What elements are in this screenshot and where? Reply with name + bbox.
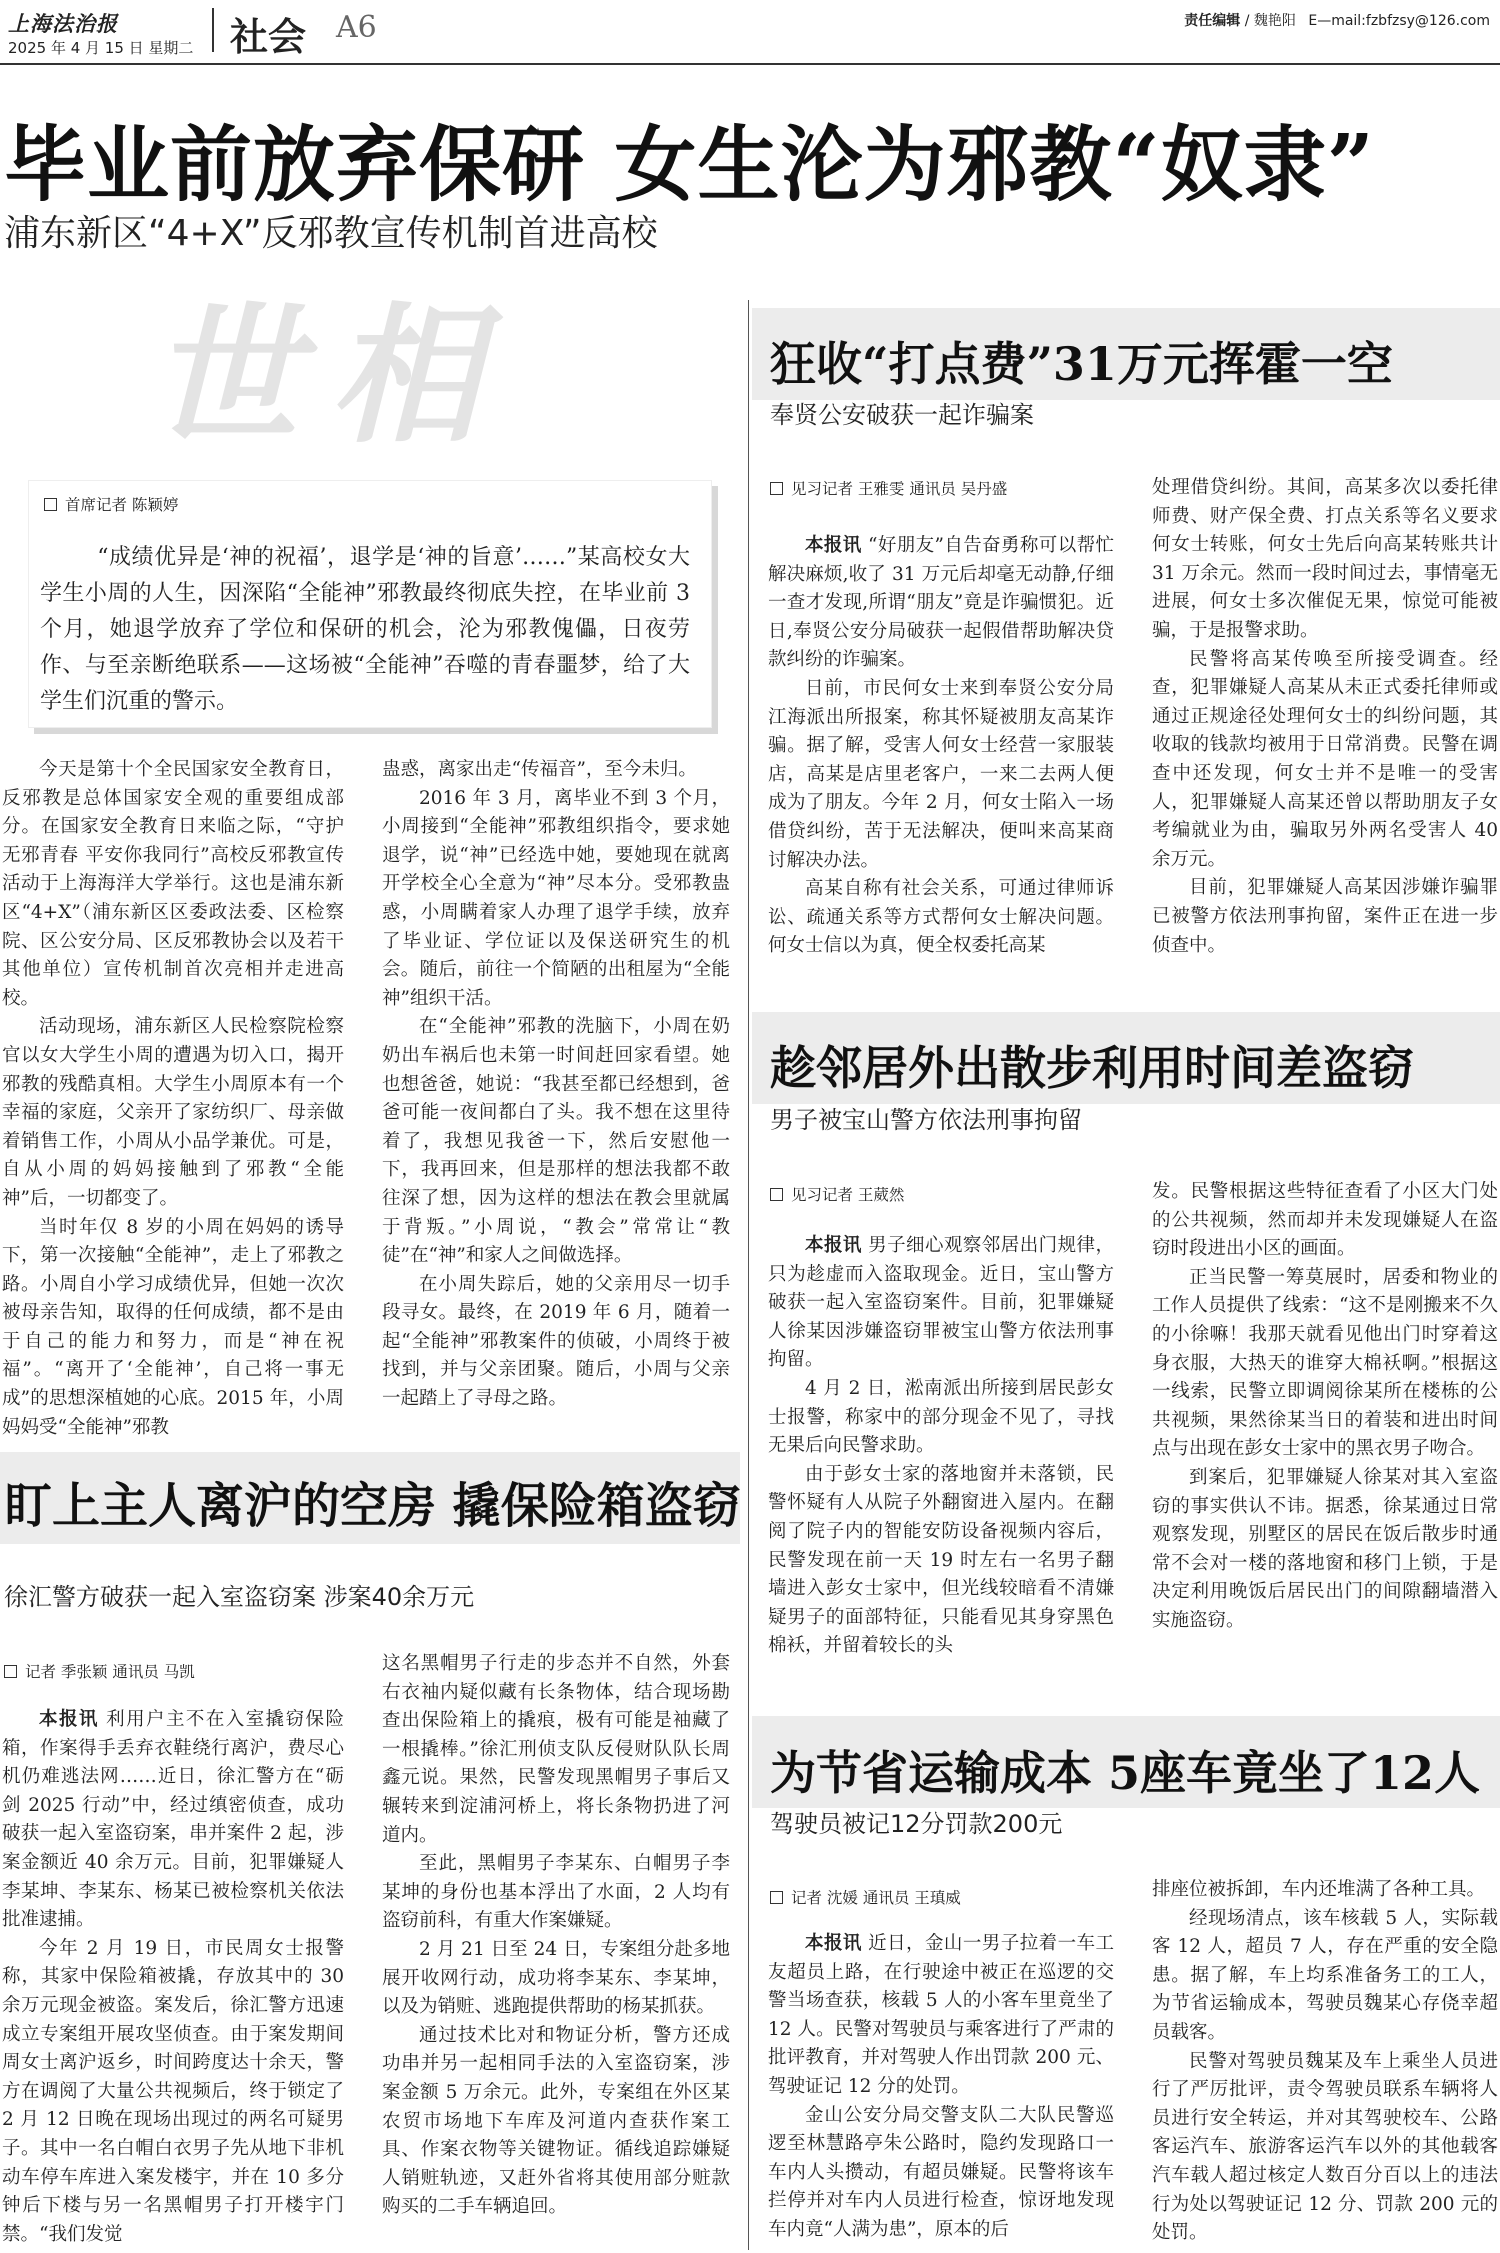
column-badge: 世相 xyxy=(150,288,511,464)
paragraph: 这名黑帽男子行走的步态并不自然，外套右衣袖内疑似藏有长条物体，结合现场勘查出保险箱上的撬痕，极有可能是袖藏了一根撬棒。”徐汇刑侦支队反侵财队队长周鑫元说。果然，民警发现黑帽男子事后又辗转来到淀浦河桥上，将长条物扔进了河道内。 xyxy=(382,1653,730,1846)
paragraph: 在“全能神”邪教的洗脑下，小周在奶奶出车祸后也未第一时间赶回家看望。她也想爸爸，她说：“我甚至都已经想到，爸爸可能一夜间都白了头。我不想在这里待着了，我想见我爸一下，然后安慰他一下，我再回来，但是那样的想法我都不敢往深了想，因为这样的想法在教会里就属于背叛。”小周说，“教会”常常让“教徒”在“神”和家人之间做选择。 xyxy=(382,1016,730,1267)
paragraph: 民警对驾驶员魏某及车上乘坐人员进行了严厉批评，责令驾驶员联系车辆将人员进行安全转运，并对其驾驶校车、公路客运汽车、旅游客运汽车以外的其他载客汽车载人超过核定人数百分百以上的违法行为处以驾驶证记 12 分、罚款 200 元的处罚。 xyxy=(1152,2050,1498,2244)
lead-label: 本报讯 xyxy=(39,1709,99,1730)
paragraph: 今年 2 月 19 日，市民周女士报警称，其家中保险箱被撬，存放其中的 30 余万元现金被盗。案发后，徐汇警方迅速成立专案组开展攻坚侦查。由于案发期间周女士离沪返乡，时间跨度达十余天，警方在调阅了大量公共视频后，终于锁定了 2 月 12 日晚在现场出现过的两名可疑男子。其中一名白帽白衣男子先从地下非机动车停车库进入案发楼宇，并在 10 多分钟后下楼与另一名黑帽男子打开楼宇门禁。“我们发觉 xyxy=(2,1937,344,2245)
paragraph: 高某自称有社会关系，可通过律师诉讼、疏通关系等方式帮何女士解决问题。何女士信以为真，便全权委托高某 xyxy=(768,878,1114,957)
paragraph: 经现场清点，该车核载 5 人，实际载客 12 人，超员 7 人，存在严重的安全隐患。据了解，车上均系准备务工的工人，为节省运输成本，驾驶员魏某心存侥幸超员载客。 xyxy=(1152,1907,1498,2043)
paragraph-text: 男子细心观察邻居出门规律，只为趁虚而入盗取现金。近日，宝山警方破获一起入室盗窃案件。目前，犯罪嫌疑人徐某因涉嫌盗窃罪被宝山警方依法刑事拘留。 xyxy=(768,1235,1114,1371)
paper-logo: 上海法治报 xyxy=(8,11,118,36)
story4-subhead: 徐汇警方破获一起入室盗窃案 涉案40余万元 xyxy=(4,1583,475,1611)
main-col2 xyxy=(382,756,730,1414)
story2-headline: 狂收“打点费”31万元挥霍一空 xyxy=(770,337,1393,391)
story4-col2 xyxy=(382,1650,730,2222)
paragraph xyxy=(768,1930,1114,2102)
paragraph: 活动现场，浦东新区人民检察院检察官以女大学生小周的遭遇为切入口，揭开邪教的残酷真相。大学生小周原本有一个幸福的家庭，父亲开了家纺织厂、母亲做着销售工作，小周从小品学兼优。可是，自从小周的妈妈接触到了邪教“全能神”后，一切都变了。 xyxy=(2,1016,344,1209)
byline-text: 记者 季张颖 通讯员 马凯 xyxy=(25,1663,195,1681)
paragraph xyxy=(2,1706,344,1935)
paragraph: 蛊惑，离家出走“传福音”，至今未归。 xyxy=(382,759,697,780)
byline-text: 首席记者 陈颖婷 xyxy=(65,496,179,514)
story5-col1 xyxy=(768,1930,1114,2245)
paragraph-text: 近日，金山一男子拉着一车工友超员上路，在行驶途中被正在巡逻的交警当场查获，核载 5 人的小客车里竟坐了 12 人。民警对驾驶员与乘客进行了严肃的批评教育，并对驾驶人作出罚款 200 元、驾驶证记 12 分的处罚。 xyxy=(768,1933,1114,2097)
paragraph: 2016 年 3 月，离毕业不到 3 个月，小周接到“全能神”邪教组织指令，要求她退学，说“神”已经选中她，要她现在就离开学校全心全意为“神”尽本分。受邪教蛊惑，小周瞒着家人办理了退学手续，放弃了毕业证、学位证以及保送研究生的机会。随后，前往一个简陋的出租屋为“全能神”组织干活。 xyxy=(382,787,730,1009)
editor-info xyxy=(1184,10,1490,30)
story5-subhead: 驾驶员被记12分罚款200元 xyxy=(770,1810,1063,1838)
paragraph xyxy=(768,532,1114,675)
paragraph: 2 月 21 日至 24 日，专案组分赴多地展开收网行动，成功将李某东、李某坤，以及为销赃、逃跑提供帮助的杨某抓获。 xyxy=(382,1938,730,2018)
story3-byline xyxy=(770,1183,904,1205)
box-icon xyxy=(4,1665,17,1678)
issue-date: 2025 年 4 月 15 日 星期二 xyxy=(8,39,194,57)
story2-byline xyxy=(770,477,1007,499)
paragraph: 今天是第十个全民国家安全教育日，反邪教是总体国家安全观的重要组成部分。在国家安全教育日来临之际，“守护无邪青春 平安你我同行”高校反邪教宣传活动于上海海洋大学举行。这也是浦东新区“4+X”（浦东新区区委政法委、区检察院、区公安分局、区反邪教协会以及若干其他单位）宣传机制首次亮相并走进高校。 xyxy=(2,759,344,1009)
main-col1 xyxy=(2,756,344,1442)
paragraph-text: 利用户主不在入室撬窃保险箱，作案得手丢弃衣鞋绕行离沪，费尽心机仍难逃法网……近日，徐汇警方在“砺剑 2025 行动”中，经过缜密侦查，成功破获一起入室盗窃案，串并案件 2 起，涉案金额近 40 余万元。目前，犯罪嫌疑人李某坤、李某东、杨某已被检察机关依法批准逮捕。 xyxy=(2,1709,344,1931)
column-divider xyxy=(748,300,749,2250)
paragraph: 4 月 2 日，淞南派出所接到居民彭女士报警，称家中的部分现金不见了，寻找无果后向民警求助。 xyxy=(768,1377,1114,1457)
paragraph: 目前，犯罪嫌疑人高某因涉嫌诈骗罪已被警方依法刑事拘留，案件正在进一步侦查中。 xyxy=(1152,877,1498,956)
paragraph: 通过技术比对和物证分析，警方还成功串并另一起相同手法的入室盗窃案，涉案金额 5 万余元。此外，专案组在外区某农贸市场地下车库及河道内查获作案工具、作案衣物等关键物证。循线追踪嫌疑人销赃轨迹，又赶外省将其使用部分赃款购买的二手车辆追回。 xyxy=(382,2024,730,2218)
story3-col1 xyxy=(768,1232,1114,1661)
paragraph xyxy=(768,1232,1114,1375)
box-icon xyxy=(770,482,783,495)
main-lead: “成绩优异是‘神的祝福’，退学是‘神的旨意’……”某高校女大学生小周的人生，因深陷“全能神”邪教最终彻底失控，在毕业前 3 个月，她退学放弃了学位和保研的机会，沦为邪教傀儡，日夜劳作、与至亲断绝联系——这场被“全能神”吞噬的青春噩梦，给了大学生们沉重的警示。 xyxy=(40,545,690,714)
box-icon xyxy=(770,1188,783,1201)
masthead-rule xyxy=(0,63,1500,65)
story4-headline: 盯上主人离沪的空房 撬保险箱盗窃 xyxy=(4,1478,741,1534)
story4-byline xyxy=(4,1660,195,1682)
box-icon xyxy=(44,498,57,511)
masthead xyxy=(0,0,1500,62)
story5-byline xyxy=(770,1886,961,1908)
paragraph: 排座位被拆卸，车内还堆满了各种工具。 xyxy=(1152,1879,1486,1900)
page-number: A6 xyxy=(336,10,377,45)
paragraph: 发。民警根据这些特征查看了小区大门处的公共视频，然而却并未发现嫌疑人在盗窃时段进出小区的画面。 xyxy=(1152,1181,1498,1260)
paragraph: 当时年仅 8 岁的小周在妈妈的诱导下，第一次接触“全能神”，走上了邪教之路。小周自小学习成绩优异，但她一次次被母亲告知，取得的任何成绩，都不是由于自己的能力和努力，而是“神在祝福”。“离开了‘全能神’，自己将一事无成”的思想深植她的心底。2015 年，小周妈妈受“全能神”邪教 xyxy=(2,1216,344,1438)
story2-col1 xyxy=(768,532,1114,961)
editor-label: 责任编辑 xyxy=(1184,13,1241,29)
lead-label: 本报讯 xyxy=(805,1235,862,1256)
paragraph: 日前，市民何女士来到奉贤公安分局江海派出所报案，称其怀疑被朋友高某诈骗。据了解，受害人何女士经营一家服装店，高某是店里老客户，一来二去两人便成为了朋友。今年 2 月，何女士陷入一场借贷纠纷，苦于无法解决，便叫来高某商讨解决办法。 xyxy=(768,677,1114,871)
paragraph: 金山公安分局交警支队二大队民警巡逻至林慧路亭朱公路时，隐约发现路口一车内人头攒动，有超员嫌疑。民警将该车拦停并对车内人员进行检查，惊讶地发现车内竟“人满为患”，原本的后 xyxy=(768,2104,1114,2240)
story2-subhead: 奉贤公安破获一起诈骗案 xyxy=(770,401,1034,429)
paragraph: 处理借贷纠纷。其间，高某多次以委托律师费、财产保全费、打点关系等名义要求何女士转账，何女士先后向高某转账共计 31 万余元。然而一段时间过去，事情毫无进展，何女士多次催促无果，惊觉可能被骗，于是报警求助。 xyxy=(1152,477,1498,641)
story2-col2 xyxy=(1152,474,1498,960)
paragraph: 在小周失踪后，她的父亲用尽一切手段寻女。最终，在 2019 年 6 月，随着一起“全能神”邪教案件的侦破，小周终于被找到，并与父亲团聚。随后，小周与父亲一起踏上了寻母之路。 xyxy=(382,1273,730,1410)
story4-col1 xyxy=(2,1706,344,2249)
story3-headline: 趁邻居外出散步利用时间差盗窃 xyxy=(770,1041,1414,1095)
paragraph: 民警将高某传唤至所接受调查。经查，犯罪嫌疑人高某从未正式委托律师或通过正规途径处理何女士的纠纷问题，其收取的钱款均被用于日常消费。民警在调查中还发现，何女士并不是唯一的受害人，犯罪嫌疑人高某还曾以帮助朋友子女考编就业为由，骗取另外两名受害人 40 余万元。 xyxy=(1152,648,1498,870)
paragraph: 由于彭女士家的落地窗并未落锁，民警怀疑有人从院子外翻窗进入屋内。在翻阅了院子内的智能安防设备视频内容后，民警发现在前一天 19 时左右一名男子翻墙进入彭女士家中，但光线较暗看不清嫌疑男子的面部特征，只能看见其身穿黑色棉袄，并留着较长的头 xyxy=(768,1463,1114,1657)
story5-headline: 为节省运输成本 5座车竟坐了12人 xyxy=(770,1746,1481,1800)
main-byline xyxy=(44,493,178,515)
section-name: 社会 xyxy=(230,14,307,59)
lead-label: 本报讯 xyxy=(805,1933,862,1954)
paragraph: 到案后，犯罪嫌疑人徐某对其入室盗窃的事实供认不讳。据悉，徐某通过日常观察发现，别墅区的居民在饭后散步时通常不会对一楼的落地窗和移门上锁，于是决定利用晚饭后居民出门的间隙翻墙潜入实施盗窃。 xyxy=(1152,1466,1498,1631)
main-headline: 毕业前放弃保研 女生沦为邪教“奴隶” xyxy=(4,117,1375,213)
main-subhead: 浦东新区“4+X”反邪教宣传机制首进高校 xyxy=(4,213,658,254)
paragraph: 至此，黑帽男子李某东、白帽男子李某坤的身份也基本浮出了水面，2 人均有盗窃前科，有重大作案嫌疑。 xyxy=(382,1853,730,1932)
story5-col2 xyxy=(1152,1876,1498,2248)
byline-text: 见习记者 王葳然 xyxy=(791,1186,905,1204)
masthead-divider xyxy=(212,8,214,52)
editor-name: / 魏艳阳 xyxy=(1244,13,1296,29)
editor-email: E—mail:fzbfzsy@126.com xyxy=(1308,13,1490,29)
paragraph: 正当民警一筹莫展时，居委和物业的工作人员提供了线索：“这不是刚搬来不久的小徐嘛！我那天就看见他出门时穿着这身衣服，大热天的谁穿大棉袄啊。”根据这一线索，民警立即调阅徐某所在楼栋的公共视频，果然徐某当日的着装和进出时间点与出现在彭女士家中的黑衣男子吻合。 xyxy=(1152,1266,1498,1460)
story3-subhead: 男子被宝山警方依法刑事拘留 xyxy=(770,1106,1082,1134)
paragraph-text: “好朋友”自告奋勇称可以帮忙解决麻烦,收了 31 万元后却毫无动静,仔细一查才发现,所谓“朋友”竟是诈骗惯犯。近日,奉贤公安分局破获一起假借帮助解决贷款纠纷的诈骗案。 xyxy=(768,535,1114,671)
box-icon xyxy=(770,1891,783,1904)
byline-text: 记者 沈媛 通讯员 王瑱威 xyxy=(791,1889,961,1907)
byline-text: 见习记者 王雅雯 通讯员 吴丹盛 xyxy=(791,480,1008,498)
story3-col2 xyxy=(1152,1178,1498,1636)
lead-label: 本报讯 xyxy=(805,535,862,556)
